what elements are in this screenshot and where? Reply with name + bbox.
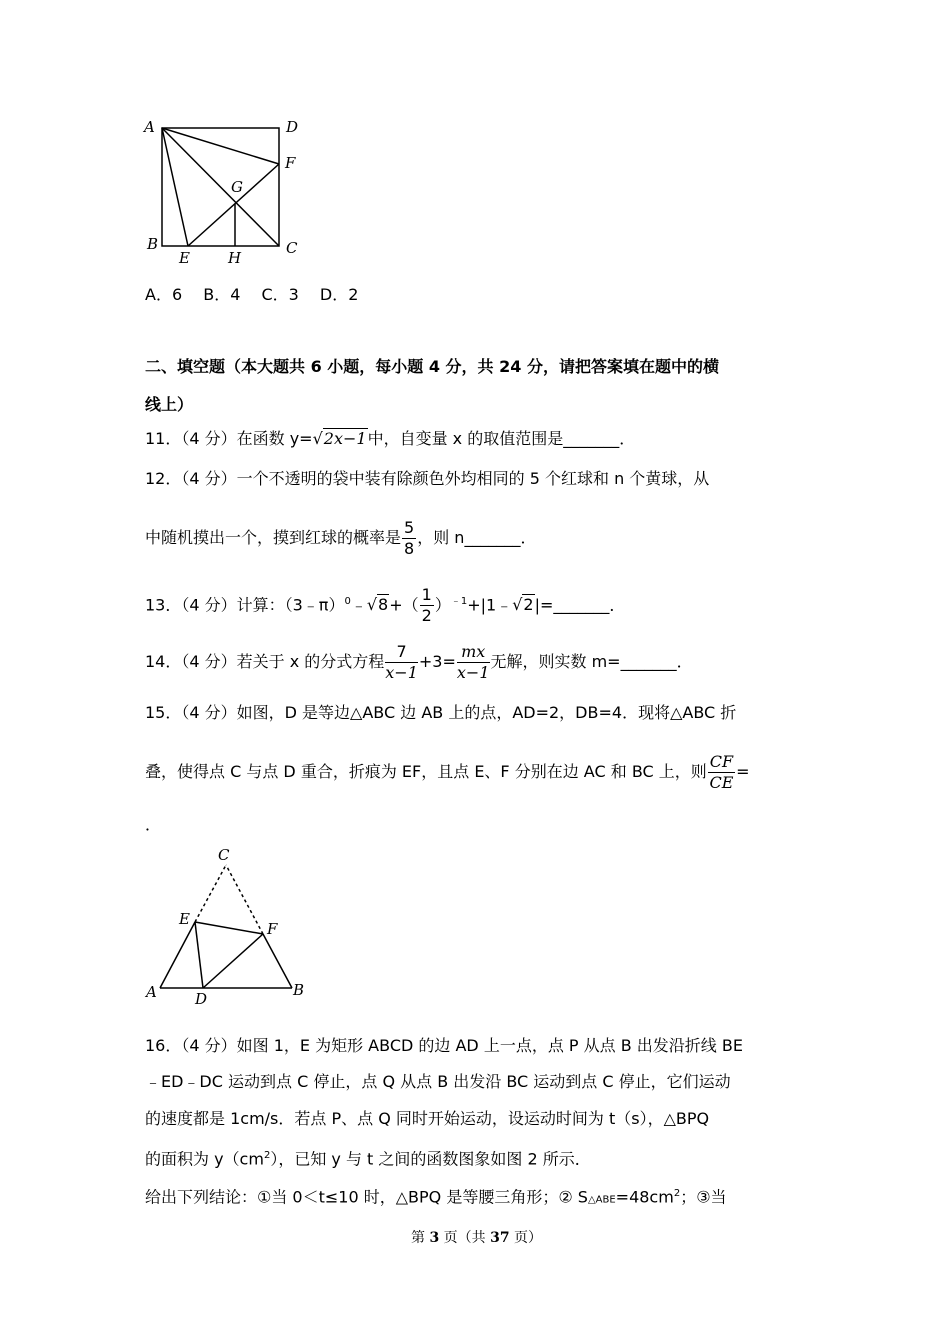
question-12-line1: 12．（4 分）一个不透明的袋中装有除颜色外均相同的 5 个红球和 n 个黄球，从 bbox=[145, 469, 710, 488]
question-13: 13．（4 分）计算：（3﹣π）$^0$﹣√8+（ $\frac{1}{2}$ ）$^{﹣1}$+|1﹣√2|=_______． bbox=[145, 585, 626, 626]
question-16-line1: 16．（4 分）如图 1，E 为矩形 ABCD 的边 AD 上一点，点 P 从点 B 出发沿折线 BE bbox=[145, 1036, 743, 1055]
section-heading-line2: 线上） bbox=[145, 395, 194, 414]
section-heading-line1: 二、填空题（本大题共 6 小题，每小题 4 分，共 24 分，请把答案填在题中的横 bbox=[145, 357, 719, 376]
question-16-line2: ﹣ED﹣DC 运动到点 C 停止，点 Q 从点 B 出发沿 BC 运动到点 C 停止，它们运动 bbox=[145, 1072, 731, 1091]
fraction-1-2: $\frac{1}{2}$ bbox=[421, 585, 432, 626]
question-14: 14．（4 分）若关于 x 的分式方程 $\frac{7}{x-1}$ +3= $\frac{mx}{x-1}$ 无解，则实数 m=_______． bbox=[145, 642, 693, 682]
label-e: E bbox=[179, 249, 190, 267]
figure-square-abcd bbox=[138, 112, 308, 272]
page-number: 3 bbox=[429, 1230, 440, 1246]
page-footer: 第 3 页（共 37 页） bbox=[411, 1230, 543, 1246]
label-b: B bbox=[147, 235, 159, 253]
label-e: E bbox=[179, 910, 190, 928]
fraction-cf-ce: $\frac{CF}{CE}$ bbox=[709, 752, 734, 792]
figure-triangle-abc bbox=[140, 842, 315, 1007]
label-a: A bbox=[146, 983, 157, 1001]
question-16-line4: 的面积为 $y(cm^2)$，已知 y 与 t 之间的函数图象如图 2 所示． bbox=[145, 1149, 591, 1169]
question-15-line3: ． bbox=[145, 815, 162, 834]
fraction-7: $\frac{7}{x-1}$ bbox=[385, 642, 418, 682]
label-b: B bbox=[293, 981, 305, 999]
label-d: D bbox=[286, 118, 299, 136]
fraction-mx: $\frac{mx}{x-1}$ bbox=[456, 642, 490, 682]
question-15-line2: 叠，使得点 C 与点 D 重合，折痕为 EF，且点 E、F 分别在边 AC 和 BC 上，则 $\frac{CF}{CE}$ = bbox=[145, 752, 750, 792]
question-16-line3: 的速度都是 1cm/s．若点 P、点 Q 同时开始运动，设运动时间为 t（s），△BPQ bbox=[145, 1109, 710, 1128]
question-16-line5: 给出下列结论：①当 0＜t≤10 时，△BPQ 是等腰三角形；② $S\triangle ABE=48cm^2$；③当 bbox=[145, 1187, 727, 1207]
sqrt-sign: √2x−1 bbox=[312, 429, 367, 448]
label-a: A bbox=[144, 118, 155, 136]
q10-options: A．6 B．4 C．3 D．2 bbox=[145, 285, 359, 304]
label-f: F bbox=[285, 154, 296, 172]
question-11: 11．（4 分）在函数 y=√2x−1中，自变量 x 的取值范围是_______． bbox=[145, 426, 635, 452]
answer-blank: _______ bbox=[464, 528, 521, 547]
answer-blank: _______ bbox=[553, 595, 610, 615]
label-d: D bbox=[195, 990, 208, 1007]
label-h: H bbox=[228, 249, 242, 267]
label-g: G bbox=[231, 178, 243, 196]
question-12-line2: 中随机摸出一个，摸到红球的概率是 $\frac{5}{8}$ ，则 n_______． bbox=[145, 518, 537, 558]
question-15-line1: 15．（4 分）如图，D 是等边△ABC 边 AB 上的点，AD=2，DB=4．现将△ABC 折 bbox=[145, 703, 737, 722]
answer-blank: _______ bbox=[563, 429, 620, 448]
answer-blank: _______ bbox=[620, 652, 677, 671]
label-f: F bbox=[267, 920, 278, 938]
label-c: C bbox=[286, 239, 298, 257]
label-c: C bbox=[218, 846, 230, 864]
page-total: 37 bbox=[490, 1230, 510, 1246]
fraction-5-8: $\frac{5}{8}$ bbox=[404, 518, 415, 558]
